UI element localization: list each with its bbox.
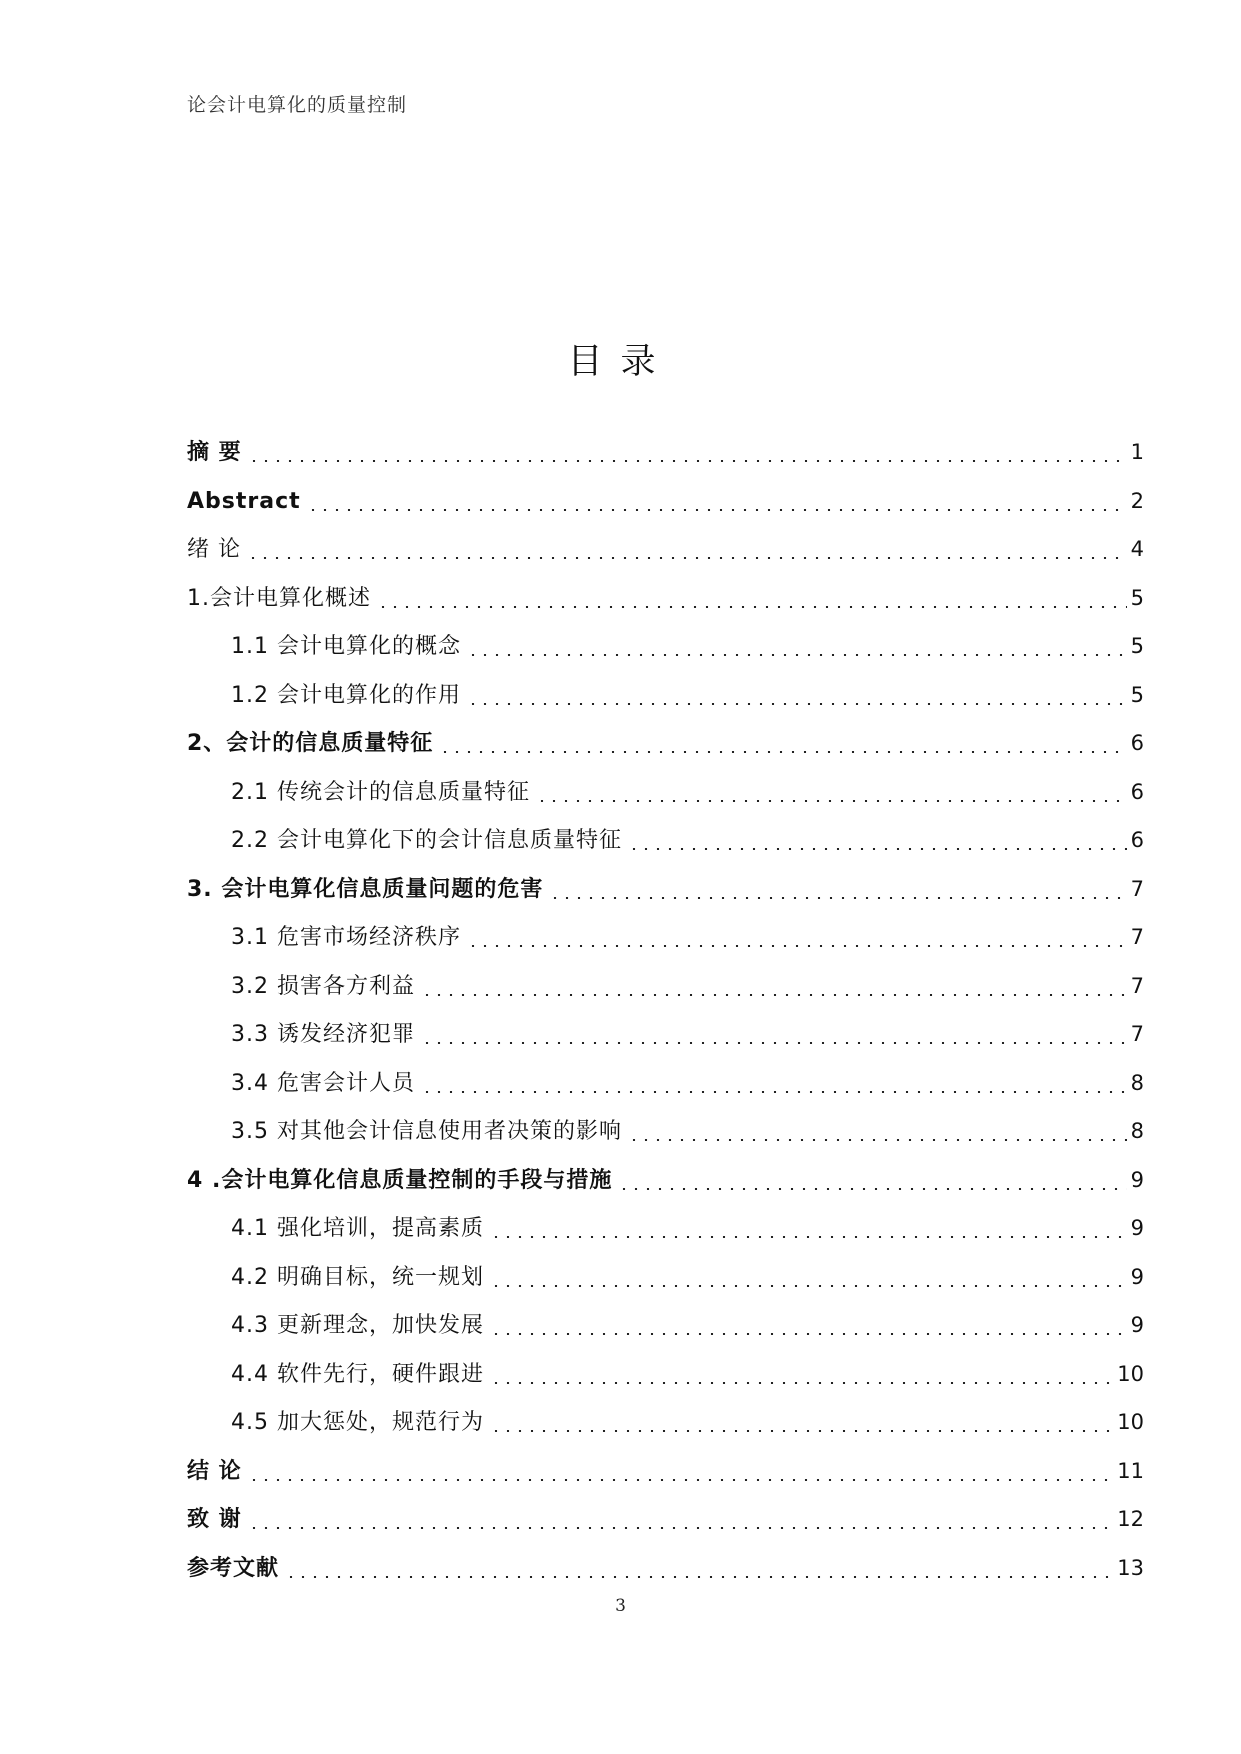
toc-entry-label: 4 .会计电算化信息质量控制的手段与措施 [187, 1167, 613, 1193]
toc-title: 目录 [567, 342, 674, 382]
toc-entry-label: 1.1 会计电算化的概念 [231, 634, 461, 659]
toc-entry[interactable] [187, 1253, 1144, 1302]
toc-entry[interactable] [187, 1495, 1144, 1544]
toc-entry[interactable] [187, 1156, 1144, 1205]
toc-entry[interactable] [187, 525, 1144, 574]
toc-entry-label: 3. 会计电算化信息质量问题的危害 [187, 876, 544, 902]
toc-entry[interactable] [187, 671, 1144, 720]
toc-entry-label: 1.2 会计电算化的作用 [231, 682, 461, 708]
toc-entry[interactable] [187, 962, 1144, 1011]
toc-leader-dots [421, 1042, 1127, 1044]
toc-entry[interactable] [187, 1447, 1144, 1496]
toc-leader-dots [490, 1285, 1127, 1287]
toc-entry-label: 致 谢 [187, 1507, 242, 1532]
toc-entry-page: 7 [1130, 1022, 1144, 1046]
toc-entry-label: 4.5 加大惩处，规范行为 [231, 1410, 484, 1435]
toc-entry-label: 3.5 对其他会计信息使用者决策的影响 [231, 1119, 622, 1144]
toc-leader-dots [628, 1139, 1127, 1141]
toc-entry-page: 8 [1130, 1070, 1144, 1095]
toc-entry[interactable] [187, 1350, 1144, 1399]
toc-entry[interactable] [187, 1059, 1144, 1108]
toc-entry-page: 5 [1130, 682, 1144, 707]
toc-entry-page: 7 [1130, 973, 1144, 998]
toc-entry-page: 8 [1130, 1119, 1144, 1143]
toc-entry[interactable] [187, 768, 1144, 817]
toc-entry-page: 7 [1130, 876, 1144, 901]
toc-leader-dots [490, 1382, 1113, 1384]
toc-entry-page: 10 [1117, 1361, 1144, 1386]
toc-leader-dots [467, 703, 1127, 705]
toc-entry[interactable] [187, 1107, 1144, 1156]
toc-leader-dots [490, 1430, 1113, 1432]
toc-entry-label: 2.2 会计电算化下的会计信息质量特征 [231, 828, 622, 853]
toc-entry-label: 4.1 强化培训，提高素质 [231, 1216, 484, 1241]
toc-entry[interactable] [187, 719, 1144, 768]
toc-entry-label: 绪 论 [187, 537, 241, 562]
toc-entry-page: 12 [1117, 1507, 1144, 1531]
toc-leader-dots [421, 1091, 1127, 1093]
toc-entry-label: 3.3 诱发经济犯罪 [231, 1022, 415, 1047]
toc-leader-dots [467, 654, 1127, 656]
toc-entry[interactable] [187, 816, 1144, 865]
toc-entry[interactable] [187, 1204, 1144, 1253]
toc-leader-dots [247, 557, 1127, 559]
toc-entry[interactable] [187, 1544, 1144, 1593]
toc-entry-label: 2.1 传统会计的信息质量特征 [231, 779, 530, 805]
toc-leader-dots [490, 1236, 1127, 1238]
toc-entry-page: 9 [1130, 1313, 1144, 1337]
toc-entry[interactable] [187, 1010, 1144, 1059]
toc-entry-page: 7 [1130, 925, 1144, 949]
toc-entry-page: 9 [1130, 1167, 1144, 1192]
toc-entry-label: 摘 要 [187, 440, 242, 465]
toc-leader-dots [377, 606, 1127, 608]
toc-entry[interactable] [187, 1301, 1144, 1350]
toc-entry[interactable] [187, 574, 1144, 623]
toc-entry-page: 6 [1130, 779, 1144, 804]
toc-entry-label: Abstract [187, 488, 301, 514]
toc-entry-label: 结 论 [187, 1458, 242, 1484]
toc-entry-page: 11 [1117, 1458, 1144, 1483]
toc-entry-page: 10 [1117, 1410, 1144, 1434]
toc-entry-page: 9 [1130, 1264, 1144, 1289]
toc-leader-dots [536, 800, 1127, 802]
toc-entry-label: 1.会计电算化概述 [187, 585, 371, 611]
toc-entry-page: 4 [1130, 537, 1144, 561]
toc-leader-dots [248, 460, 1127, 462]
toc-entry-page: 5 [1130, 634, 1144, 658]
toc-entry[interactable] [187, 477, 1144, 526]
toc-leader-dots [490, 1333, 1127, 1335]
toc-leader-dots [421, 994, 1127, 996]
page-number: 3 [615, 1596, 626, 1616]
toc-entry-page: 9 [1130, 1216, 1144, 1240]
toc-leader-dots [439, 751, 1126, 753]
toc-leader-dots [618, 1188, 1126, 1190]
toc-leader-dots [307, 509, 1127, 511]
toc-entry-label: 3.4 危害会计人员 [231, 1070, 415, 1096]
toc-entry-page: 1 [1130, 440, 1144, 464]
toc-entry[interactable] [187, 428, 1144, 477]
toc-entry[interactable] [187, 1398, 1144, 1447]
toc-entry[interactable] [187, 913, 1144, 962]
toc-entry-label: 2、会计的信息质量特征 [187, 731, 434, 756]
toc-leader-dots [467, 945, 1127, 947]
running-header: 论会计电算化的质量控制 [187, 94, 408, 116]
toc-entry-label: 参考文献 [187, 1555, 280, 1581]
table-of-contents [187, 428, 1144, 1592]
toc-entry-page: 5 [1130, 585, 1144, 610]
toc-leader-dots [549, 897, 1126, 899]
toc-entry-page: 13 [1117, 1555, 1144, 1580]
toc-leader-dots [248, 1479, 1114, 1481]
toc-entry-label: 3.1 危害市场经济秩序 [231, 925, 461, 950]
toc-entry-page: 2 [1130, 488, 1144, 513]
toc-entry-label: 4.2 明确目标，统一规划 [231, 1264, 484, 1290]
toc-entry-label: 4.3 更新理念，加快发展 [231, 1313, 484, 1338]
toc-leader-dots [285, 1576, 1113, 1578]
toc-entry-page: 6 [1130, 731, 1144, 755]
toc-entry[interactable] [187, 622, 1144, 671]
toc-entry-label: 3.2 损害各方利益 [231, 973, 415, 999]
toc-entry[interactable] [187, 865, 1144, 914]
toc-leader-dots [248, 1527, 1114, 1529]
toc-leader-dots [628, 848, 1127, 850]
toc-entry-page: 6 [1130, 828, 1144, 852]
toc-entry-label: 4.4 软件先行，硬件跟进 [231, 1361, 484, 1387]
